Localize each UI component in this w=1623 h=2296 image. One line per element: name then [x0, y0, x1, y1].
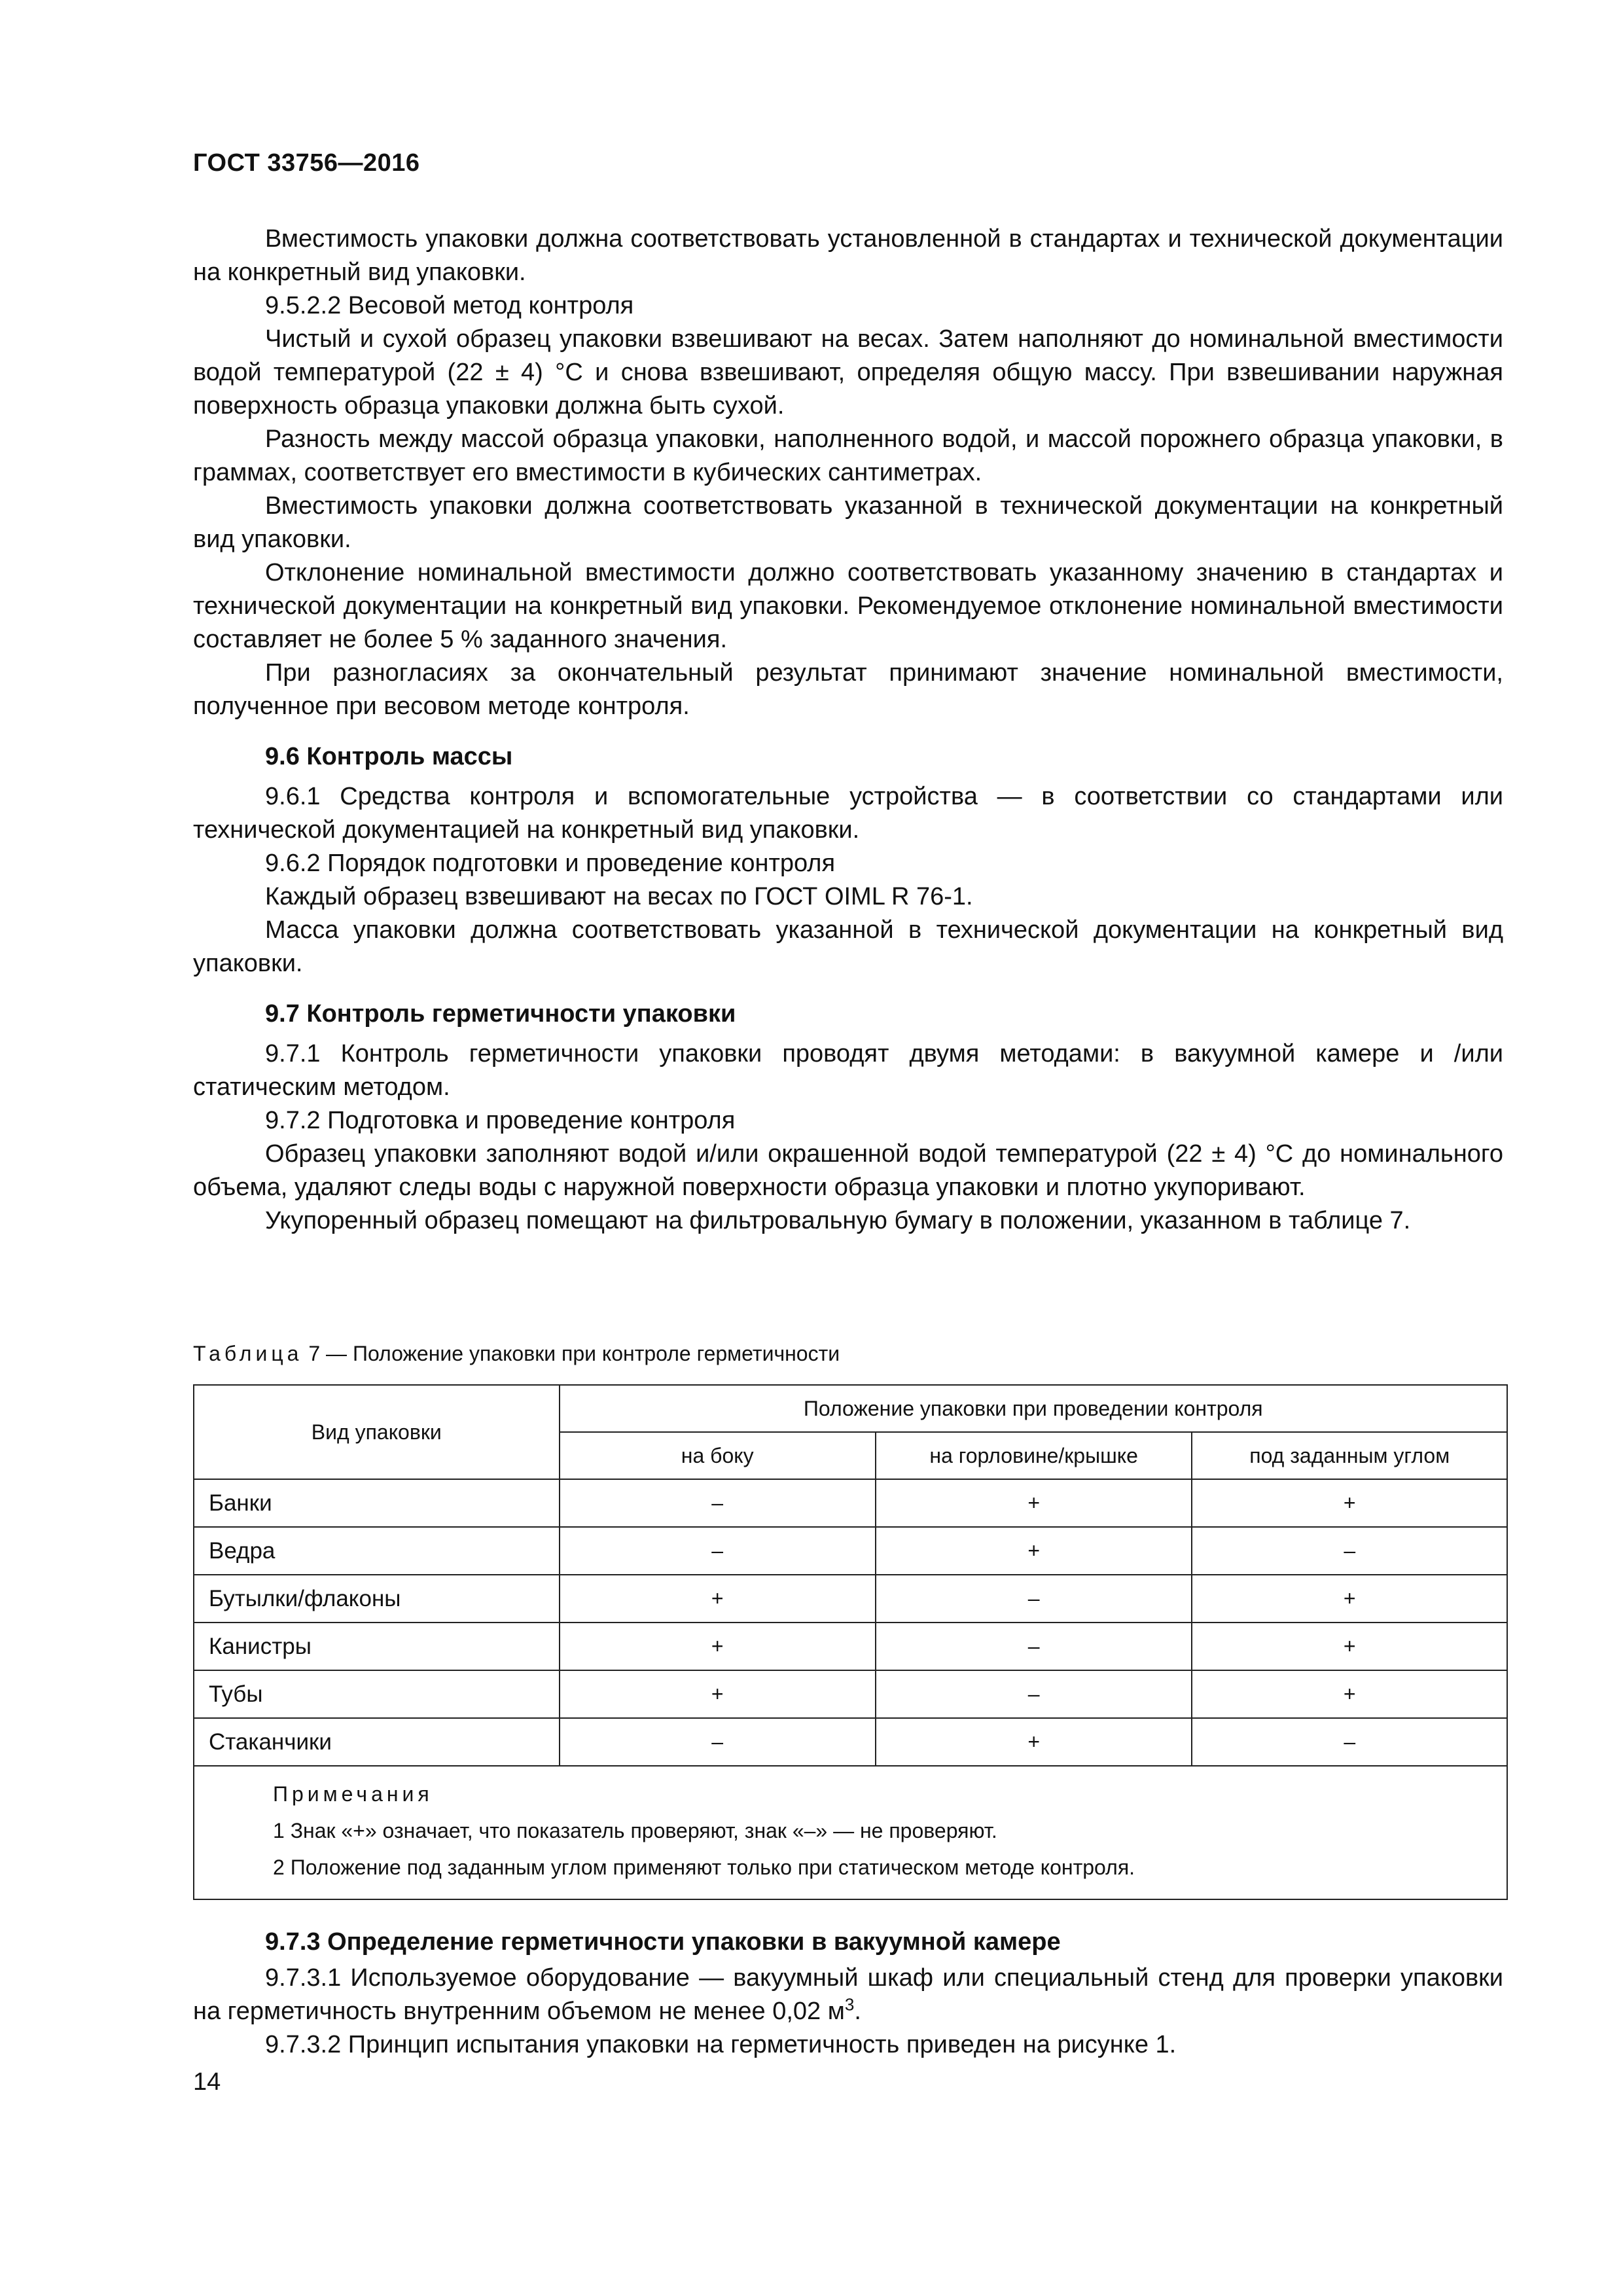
- cell: +: [1192, 1670, 1507, 1718]
- table-caption: [193, 1342, 840, 1366]
- cell: –: [876, 1623, 1192, 1670]
- cell: +: [876, 1718, 1192, 1766]
- paragraph: Вместимость упаковки должна соответствовать указанной в технической документации на конкретный вид упаковки.: [193, 492, 1503, 553]
- section-heading-9-7: 9.7 Контроль герметичности упаковки: [265, 1000, 736, 1028]
- page-number: 14: [193, 2068, 221, 2096]
- note-2: 2 Положение под заданным углом применяют только при статическом методе контроля.: [273, 1856, 1135, 1879]
- paragraph: 9.7.2 Подготовка и проведение контроля: [265, 1107, 736, 1134]
- subheader-side: на боку: [560, 1432, 876, 1479]
- cell: +: [876, 1479, 1192, 1527]
- section-heading-9-7-3: 9.7.3 Определение герметичности упаковки в вакуумной камере: [265, 1928, 1061, 1956]
- row-name: Ведра: [194, 1527, 560, 1575]
- paragraph: [193, 1962, 1503, 2028]
- paragraph: 9.6.2 Порядок подготовки и проведение контроля: [265, 850, 836, 877]
- cell: +: [560, 1623, 876, 1670]
- cell: –: [560, 1479, 876, 1527]
- table-row: [194, 1718, 1507, 1766]
- paragraph-text: 9.7.3.1 Используемое оборудование — вакуумный шкаф или специальный стенд для проверки упаковки на герметичность внутренним объемом не менее 0,02 м: [193, 1964, 1503, 2025]
- header-kind: Вид упаковки: [194, 1385, 560, 1479]
- table-row: [194, 1479, 1507, 1527]
- row-name: Стаканчики: [194, 1718, 560, 1766]
- cell: –: [560, 1527, 876, 1575]
- paragraph: Отклонение номинальной вместимости должно соответствовать указанному значению в стандартах и технической документации на конкретный вид упаковки. Рекомендуемое отклонение номинальной вместимости составляет не более 5 % заданного значения.: [193, 559, 1503, 653]
- paragraph: Чистый и сухой образец упаковки взвешивают на весах. Затем наполняют до номинальной вместимости водой температурой (22 ± 4) °С и снова взвешивают, определяя общую массу. При взвешивании наружная поверхность образца упаковки должна быть сухой.: [193, 325, 1503, 420]
- paragraph: 9.6.1 Средства контроля и вспомогательные устройства — в соответствии со стандартами или технической документацией на конкретный вид упаковки.: [193, 783, 1503, 844]
- superscript: 3: [844, 1994, 855, 2015]
- body-text: [193, 223, 1503, 1238]
- subheader-angle: под заданным углом: [1192, 1432, 1507, 1479]
- standard-header: ГОСТ 33756—2016: [193, 149, 420, 177]
- paragraph: Масса упаковки должна соответствовать указанной в технической документации на конкретный вид упаковки.: [193, 916, 1503, 977]
- paragraph: Вместимость упаковки должна соответствовать установленной в стандартах и технической документации на конкретный вид упаковки.: [193, 225, 1503, 286]
- cell: –: [1192, 1718, 1507, 1766]
- row-name: Банки: [194, 1479, 560, 1527]
- table-row: [194, 1670, 1507, 1718]
- table-notes: [194, 1766, 1507, 1899]
- table-row: [194, 1527, 1507, 1575]
- row-name: Канистры: [194, 1623, 560, 1670]
- subheader-neck: на горловине/крышке: [876, 1432, 1192, 1479]
- cell: +: [560, 1575, 876, 1623]
- table-7: [193, 1384, 1508, 1900]
- notes-title: Примечания: [273, 1782, 433, 1806]
- paragraph: Каждый образец взвешивают на весах по ГОСТ OIML R 76-1.: [265, 883, 973, 910]
- cell: –: [876, 1670, 1192, 1718]
- paragraph: При разногласиях за окончательный результат принимают значение номинальной вместимости, полученное при весовом методе контроля.: [193, 659, 1503, 720]
- cell: –: [1192, 1527, 1507, 1575]
- paragraph: 9.7.3.2 Принцип испытания упаковки на герметичность приведен на рисунке 1.: [265, 2031, 1177, 2058]
- section-heading-9-6: 9.6 Контроль массы: [265, 743, 513, 770]
- paragraph: Разность между массой образца упаковки, наполненного водой, и массой порожнего образца упаковки, в граммах, соответствует его вместимости в кубических сантиметрах.: [193, 425, 1503, 486]
- cell: +: [876, 1527, 1192, 1575]
- cell: +: [1192, 1479, 1507, 1527]
- paragraph: 9.7.1 Контроль герметичности упаковки проводят двумя методами: в вакуумной камере и /или статическим методом.: [193, 1040, 1503, 1101]
- table-caption-word: Таблица: [193, 1342, 303, 1365]
- table-row: [194, 1623, 1507, 1670]
- cell: +: [560, 1670, 876, 1718]
- header-position: Положение упаковки при проведении контроля: [560, 1385, 1508, 1432]
- cell: +: [1192, 1575, 1507, 1623]
- note-1: 1 Знак «+» означает, что показатель проверяют, знак «–» — не проверяют.: [273, 1819, 997, 1842]
- cell: –: [876, 1575, 1192, 1623]
- table-row: [194, 1575, 1507, 1623]
- paragraph: 9.5.2.2 Весовой метод контроля: [265, 292, 634, 319]
- tail-text: [193, 1926, 1503, 2062]
- cell: –: [560, 1718, 876, 1766]
- row-name: Бутылки/флаконы: [194, 1575, 560, 1623]
- paragraph: Образец упаковки заполняют водой и/или окрашенной водой температурой (22 ± 4) °С до номинального объема, удаляют следы воды с наружной поверхности образца упаковки и плотно укупоривают.: [193, 1140, 1503, 1201]
- paragraph-end: .: [854, 1998, 861, 2025]
- paragraph: Укупоренный образец помещают на фильтровальную бумагу в положении, указанном в таблице 7.: [265, 1207, 1411, 1234]
- table-caption-text: 7 — Положение упаковки при контроле герметичности: [302, 1342, 840, 1365]
- row-name: Тубы: [194, 1670, 560, 1718]
- cell: +: [1192, 1623, 1507, 1670]
